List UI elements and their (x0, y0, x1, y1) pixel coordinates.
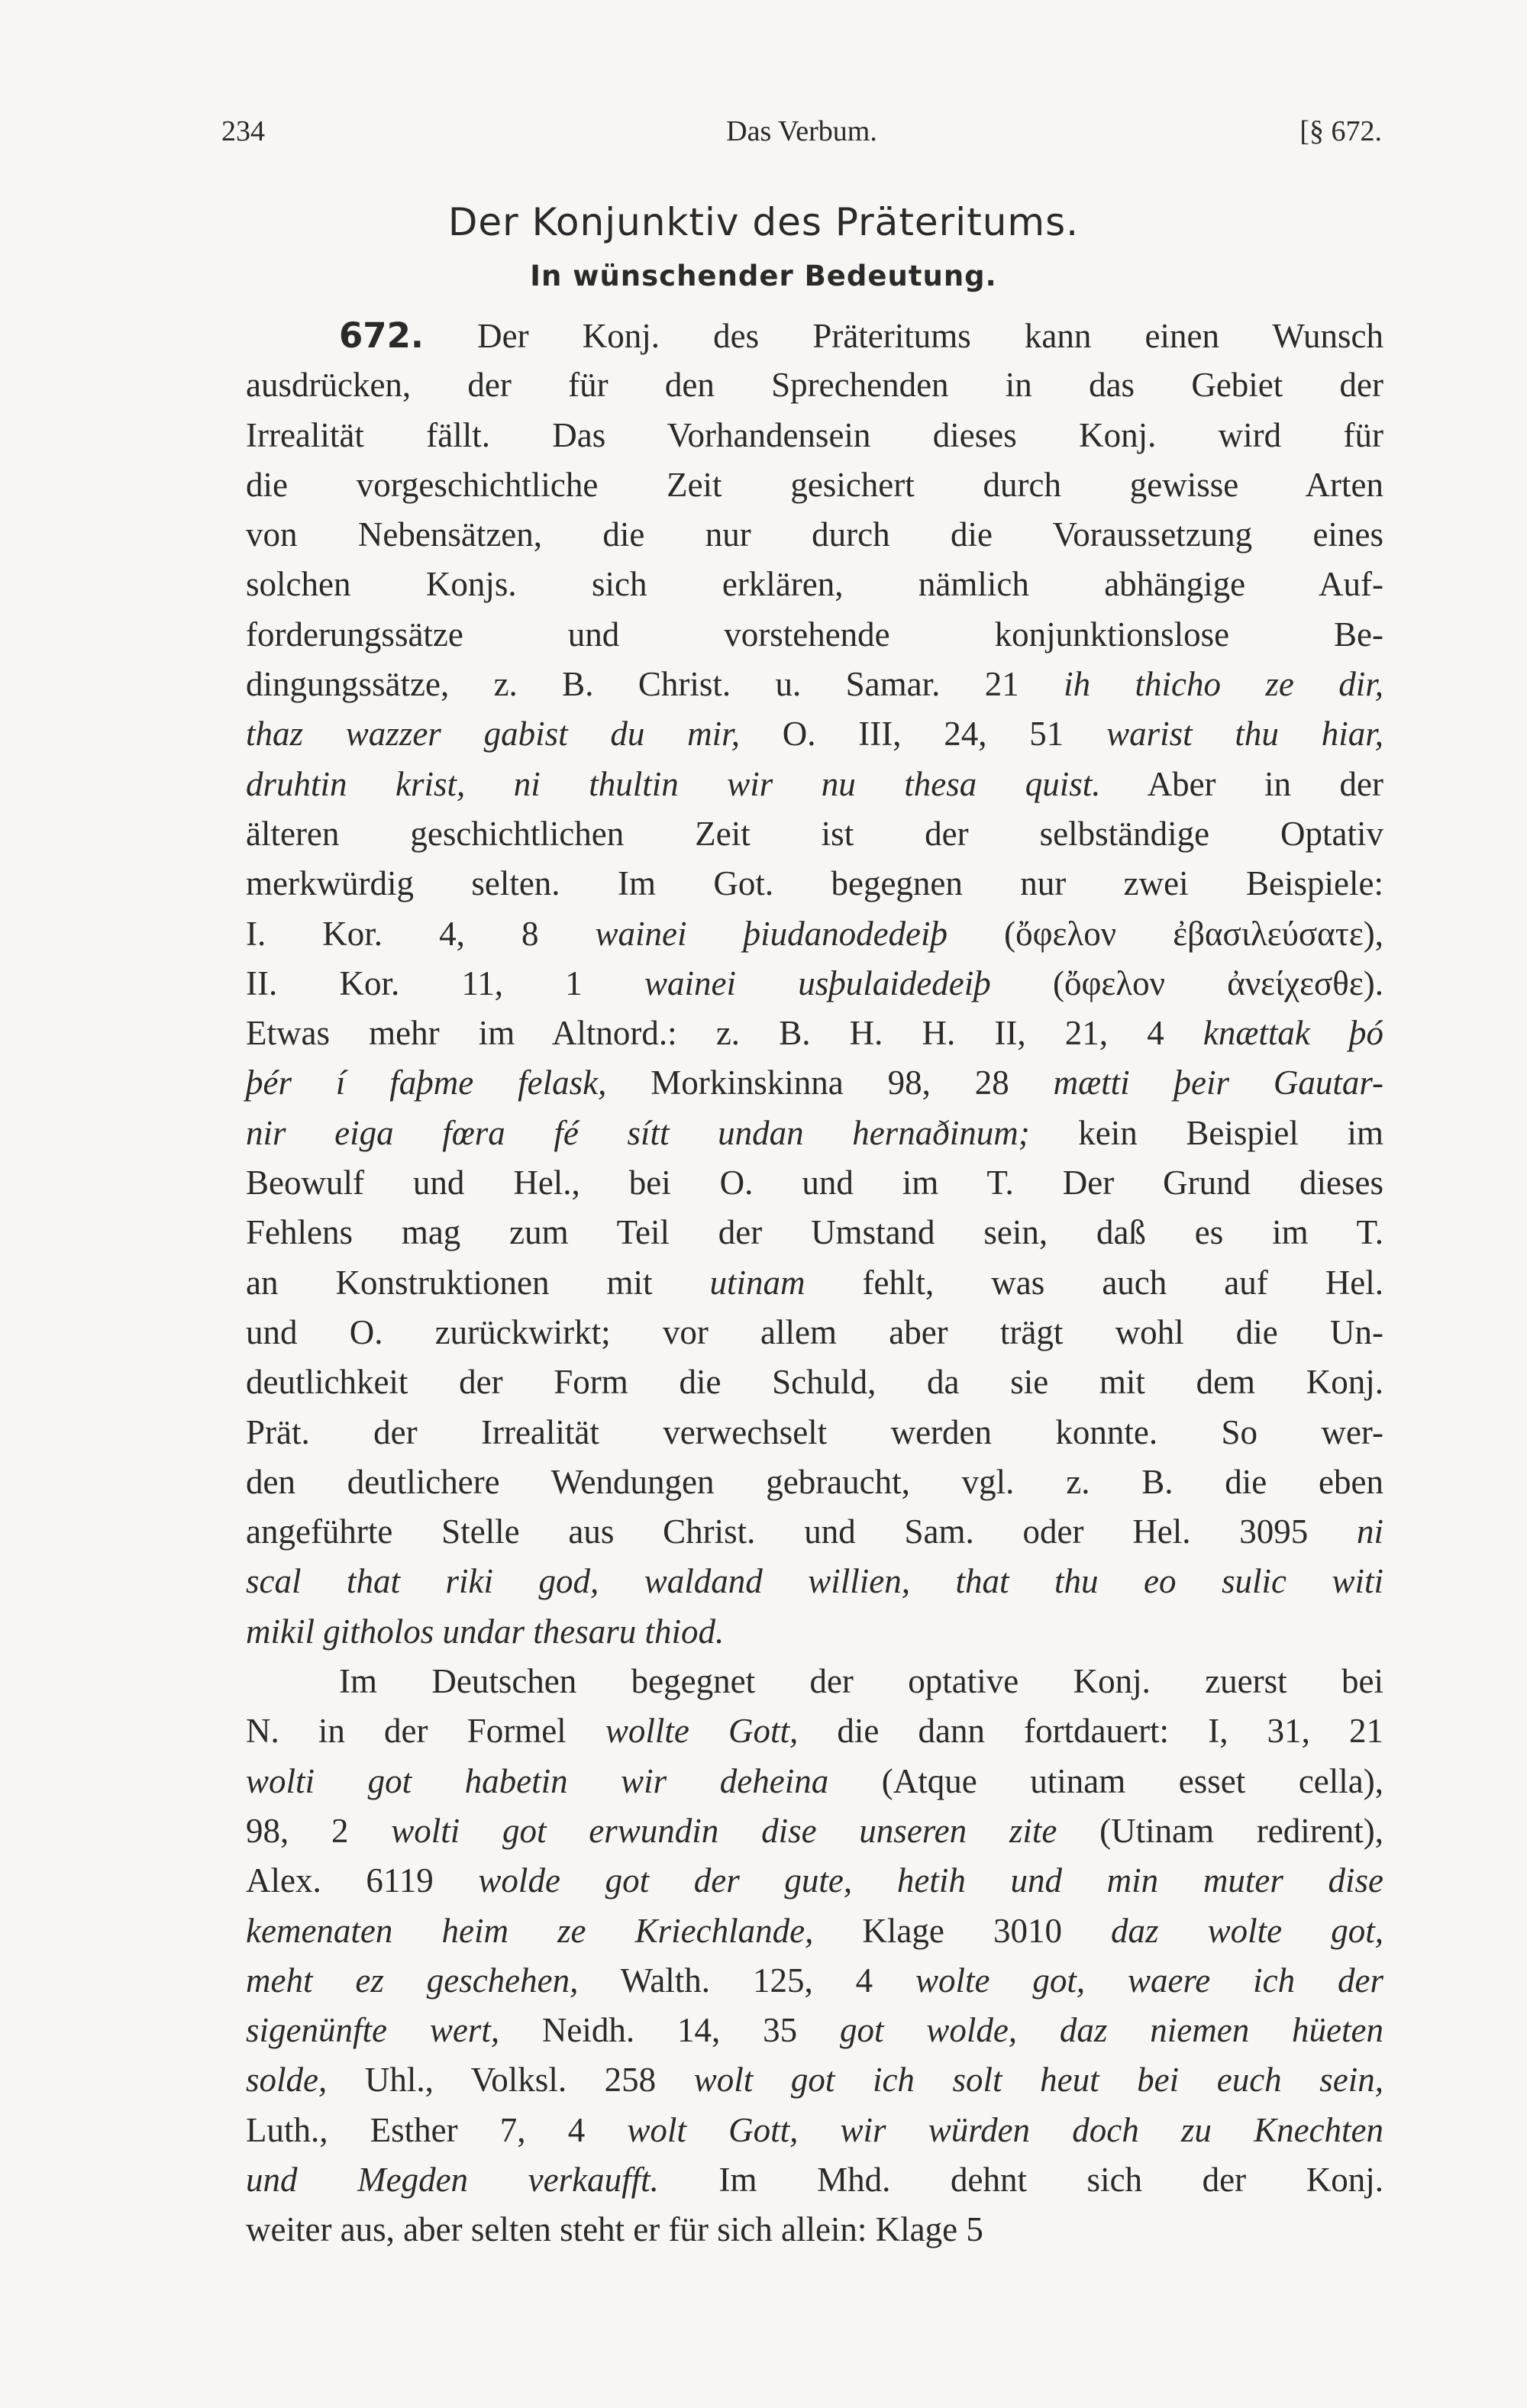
text-segment: (Utinam redirent), (1057, 1811, 1383, 1850)
text-segment: den deutlichere Wendungen gebraucht, vgl. z. B. die eben (246, 1462, 1383, 1501)
italic-quote: knættak þó (1203, 1014, 1383, 1053)
italic-quote: wainei usþulaidedeiþ (644, 964, 991, 1002)
text-line (246, 1557, 1383, 1606)
text-line (246, 311, 1383, 360)
italic-quote: nir eiga fœra fé sítt undan hernaðinum; (246, 1113, 1030, 1152)
text-segment: Aber in der (1100, 764, 1383, 803)
italic-quote: solde, (246, 2061, 328, 2100)
text-segment: (ὄφελον ἀνείχεσθε). (990, 964, 1383, 1002)
italic-quote: mætti þeir Gautar- (1053, 1064, 1383, 1102)
text-line (246, 2205, 1383, 2255)
italic-quote: þér í faþme felask, (246, 1064, 607, 1102)
text-line (246, 1806, 1383, 1856)
text-line (246, 2106, 1383, 2155)
text-line (246, 760, 1383, 809)
text-line (246, 360, 1383, 410)
italic-quote: got wolde, daz niemen hüeten (839, 2011, 1383, 2050)
text-segment: dingungssätze, z. B. Christ. u. Samar. 21 (246, 665, 1064, 704)
text-segment: Der Konj. des Präteritums kann einen Wunsch (424, 317, 1383, 355)
text-line (246, 1757, 1383, 1806)
text-line (246, 1258, 1383, 1308)
text-segment: merkwürdig selten. Im Got. begegnen nur zwei Beispiele: (246, 864, 1383, 903)
italic-quote: ih thicho ze dir, (1064, 665, 1383, 704)
text-line (246, 1457, 1383, 1507)
text-line (246, 709, 1383, 759)
text-segment: fehlt, was auch auf Hel. (805, 1263, 1383, 1302)
text-line (246, 560, 1383, 609)
text-segment: und O. zurückwirkt; vor allem aber trägt wohl die Un- (246, 1312, 1383, 1351)
italic-quote: wolti got erwundin dise unseren zite (391, 1811, 1057, 1850)
text-line (246, 2055, 1383, 2105)
page-number: 234 (221, 115, 265, 147)
text-segment: (ὄφελον ἐβασιλεύσατε), (948, 914, 1383, 953)
text-segment: Fehlens mag zum Teil der Umstand sein, daß es im T. (246, 1213, 1383, 1252)
text-line (246, 1657, 1383, 1706)
text-segment: Klage 3010 (813, 1911, 1112, 1950)
italic-quote: warist thu hiar, (1106, 715, 1383, 754)
italic-quote: und Megden verkaufft. (246, 2160, 659, 2199)
text-line (246, 1208, 1383, 1257)
italic-quote: wolti got habetin wir deheina (246, 1761, 829, 1800)
text-line (246, 1956, 1383, 2006)
text-line (246, 1357, 1383, 1407)
text-segment: 98, 2 (246, 1811, 392, 1850)
italic-quote: wolt Gott, wir würden doch zu Knechten (627, 2110, 1384, 2149)
text-line (246, 1308, 1383, 1357)
text-segment: deutlichkeit der Form die Schuld, da sie mit dem Konj. (246, 1363, 1383, 1402)
text-line (246, 1507, 1383, 1557)
italic-quote: wainei þiudanodedeiþ (595, 914, 948, 953)
text-line (246, 1856, 1383, 1906)
text-segment: Alex. 6119 (246, 1861, 479, 1900)
section-reference: [§ 672. (1299, 115, 1382, 147)
text-line (246, 1906, 1383, 1956)
text-segment: forderungssätze und vorstehende konjunktionslose Be- (246, 615, 1383, 654)
text-line (246, 1109, 1383, 1158)
text-segment: Uhl., Volksl. 258 (327, 2061, 694, 2100)
text-segment: Beowulf und Hel., bei O. und im T. Der Grund dieses (246, 1164, 1383, 1202)
paragraph-number: 672. (339, 315, 425, 356)
text-segment: angeführte Stelle aus Christ. und Sam. oder Hel. 3095 (246, 1512, 1357, 1551)
text-segment: Im Mhd. dehnt sich der Konj. (658, 2160, 1383, 2199)
italic-quote: kemenaten heim ze Kriechlande, (246, 1911, 814, 1950)
text-line (246, 460, 1383, 510)
text-segment: Prät. der Irrealität verwechselt werden konnte. So wer- (246, 1412, 1383, 1451)
text-line (246, 2006, 1383, 2055)
text-segment: älteren geschichtlichen Zeit ist der selbständige Optativ (246, 814, 1383, 853)
chapter-subtitle: In wünschender Bedeutung. (530, 260, 997, 292)
italic-quote: wolt got ich solt heut bei euch sein, (693, 2061, 1383, 2100)
italic-quote: scal that riki god, waldand willien, that thu eo sulic witi (246, 1562, 1383, 1601)
italic-quote: sigenünfte wert, (246, 2011, 500, 2050)
text-segment: I. Kor. 4, 8 (246, 914, 596, 953)
text-line (246, 1158, 1383, 1208)
text-segment: die vorgeschichtliche Zeit gesichert durch gewisse Arten (246, 465, 1383, 504)
text-line (246, 610, 1383, 660)
text-segment: ausdrücken, der für den Sprechenden in das Gebiet der (246, 366, 1383, 405)
text-segment: Irrealität fällt. Das Vorhandensein dieses Konj. wird für (246, 415, 1383, 454)
italic-quote: druhtin krist, ni thultin wir nu thesa quist. (246, 764, 1101, 803)
text-line (246, 1607, 1383, 1657)
text-line (246, 859, 1383, 909)
text-line (246, 909, 1383, 959)
text-segment: (Atque utinam esset cella), (828, 1761, 1383, 1800)
text-segment: Luth., Esther 7, 4 (246, 2110, 628, 2149)
text-line (246, 1706, 1383, 1756)
body-text (246, 311, 1383, 2255)
italic-quote: thaz wazzer gabist du mir, (246, 715, 740, 754)
text-line (246, 2155, 1383, 2205)
text-segment: Morkinskinna 98, 28 (606, 1064, 1054, 1102)
text-segment: von Nebensätzen, die nur durch die Voraussetzung eines (246, 515, 1383, 554)
text-line (246, 959, 1383, 1009)
text-line (246, 1408, 1383, 1457)
text-line (246, 1058, 1383, 1108)
text-segment: Walth. 125, 4 (578, 1961, 915, 2000)
text-line (246, 1009, 1383, 1058)
text-segment: kein Beispiel im (1029, 1113, 1383, 1152)
italic-quote: meht ez geschehen, (246, 1961, 579, 2000)
text-line (246, 510, 1383, 560)
italic-quote: wolde got der gute, hetih und min muter dise (478, 1861, 1384, 1900)
italic-quote: mikil githolos undar thesaru thiod. (246, 1612, 725, 1651)
italic-quote: wolte got, waere ich der (915, 1961, 1383, 2000)
text-segment: N. in der Formel (246, 1712, 605, 1751)
italic-quote: ni (1356, 1512, 1383, 1551)
text-segment: II. Kor. 11, 1 (246, 964, 645, 1002)
text-line (246, 809, 1383, 859)
text-segment: solchen Konjs. sich erklären, nämlich abhängige Auf- (246, 565, 1383, 604)
italic-quote: wollte Gott, (605, 1712, 799, 1751)
chapter-title: Der Konjunktiv des Präteritums. (447, 200, 1080, 244)
text-segment: Etwas mehr im Altnord.: z. B. H. H. II, 21, 4 (246, 1014, 1203, 1053)
running-title: Das Verbum. (726, 115, 877, 147)
text-segment: weiter aus, aber selten steht er für sich allein: Klage 5 (246, 2210, 983, 2249)
text-segment: die dann fortdauert: I, 31, 21 (798, 1712, 1384, 1751)
text-segment: O. III, 24, 51 (739, 715, 1107, 754)
text-segment: Neidh. 14, 35 (499, 2011, 840, 2050)
text-line (246, 660, 1383, 709)
text-segment: an Konstruktionen mit (246, 1263, 710, 1302)
italic-quote: utinam (709, 1263, 805, 1302)
text-line (246, 411, 1383, 460)
text-segment: Im Deutschen begegnet der optative Konj. zuerst bei (339, 1662, 1383, 1701)
italic-quote: daz wolte got, (1111, 1911, 1383, 1950)
running-header (221, 115, 1382, 160)
